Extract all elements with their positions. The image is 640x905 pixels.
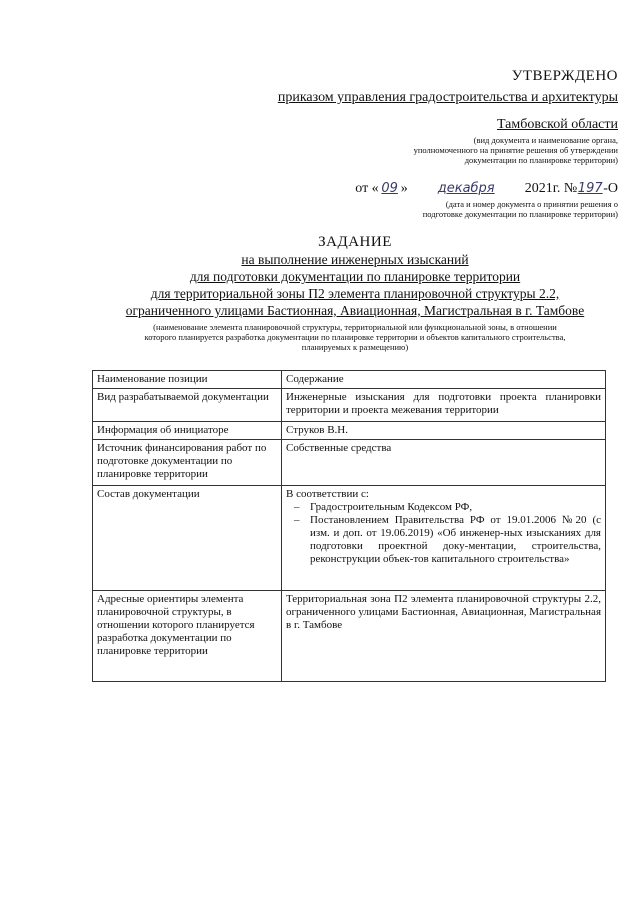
task-heading [90, 233, 620, 352]
row-name: Адресные ориентиры элемента планировочной структуры, в отношении которого планируется разработка документации по планировке территории [93, 591, 282, 682]
table-row [93, 440, 606, 486]
row-name: Вид разрабатываемой документации [93, 389, 282, 422]
specification-table [92, 370, 606, 682]
date-note-line: (дата и номер документа о принятии решения о [445, 199, 618, 209]
approval-note [158, 135, 618, 165]
approval-title: УТВЕРЖДЕНО [511, 68, 618, 84]
task-line: для территориальной зоны П2 элемента планировочной структуры 2.2, [150, 286, 560, 301]
table-row [93, 591, 606, 682]
task-note-line: (наименование элемента планировочной структуры, территориальной или функциональной зоны, в отношении [153, 322, 557, 332]
row-value [282, 486, 606, 591]
approval-date-note [158, 199, 618, 219]
approval-note-line: (вид документа и наименование органа, [473, 135, 618, 145]
order-number-suffix: -О [603, 181, 618, 196]
header-col-content: Содержание [282, 371, 606, 389]
task-note-line: которого планируется разработка документации по планировке территории и объектов капитального строительства, [144, 332, 566, 342]
table-row [93, 422, 606, 440]
task-note-line: планируемых к размещению) [301, 342, 409, 352]
row-value: Инженерные изыскания для подготовки проекта планировки территории и проекта межевания территории [282, 389, 606, 422]
task-line: на выполнение инженерных изысканий [241, 252, 469, 267]
date-prefix: от « [355, 181, 379, 196]
row-name: Информация об инициаторе [93, 422, 282, 440]
list-item: – Постановлением Правительства РФ от 19.01.2006 №20 (с изм. и доп. от 19.06.2019) «Об инженер-ных изысканиях для подготовки проектной доку-ментации, строительства, реконструкции объек-тов капитального строительства» [310, 514, 601, 566]
row-value: Территориальная зона П2 элемента планировочной структуры 2.2, ограниченного улицами Бастионная, Авиационная, Магистральная в г. Тамбове [282, 591, 606, 682]
row-value: Собственные средства [282, 440, 606, 486]
approval-block [158, 66, 618, 219]
list-item: – Градостроительным Кодексом РФ, [310, 501, 601, 514]
date-year: 2021г. № [524, 181, 578, 196]
table-row [93, 486, 606, 591]
table-header-row [93, 371, 606, 389]
row-name: Состав документации [93, 486, 282, 591]
row-name: Источник финансирования работ по подготовке документации по планировке территории [93, 440, 282, 486]
task-title: ЗАДАНИЕ [318, 234, 392, 250]
approval-date-line [158, 179, 618, 199]
approval-note-line: документации по планировке территории) [464, 155, 618, 165]
approval-region: Тамбовской области [496, 117, 618, 132]
date-day: 09 [381, 181, 398, 196]
date-mid: » [400, 181, 408, 196]
row-value: Струков В.Н. [282, 422, 606, 440]
header-col-name: Наименование позиции [93, 371, 282, 389]
table-row [93, 389, 606, 422]
task-note [90, 322, 620, 352]
date-month: декабря [437, 181, 495, 196]
date-note-line: подготовке документации по планировке территории) [422, 209, 618, 219]
task-line: ограниченного улицами Бастионная, Авиационная, Магистральная в г. Тамбове [125, 303, 585, 318]
docs-list [286, 501, 601, 566]
approval-note-line: уполномоченного на принятие решения об утверждении [413, 145, 618, 155]
task-line: для подготовки документации по планировке территории [189, 269, 521, 284]
order-number: 197 [577, 181, 603, 196]
approval-order-line: приказом управления градостроительства и архитектуры [277, 90, 618, 105]
docs-intro: В соответствии с: [286, 488, 369, 500]
